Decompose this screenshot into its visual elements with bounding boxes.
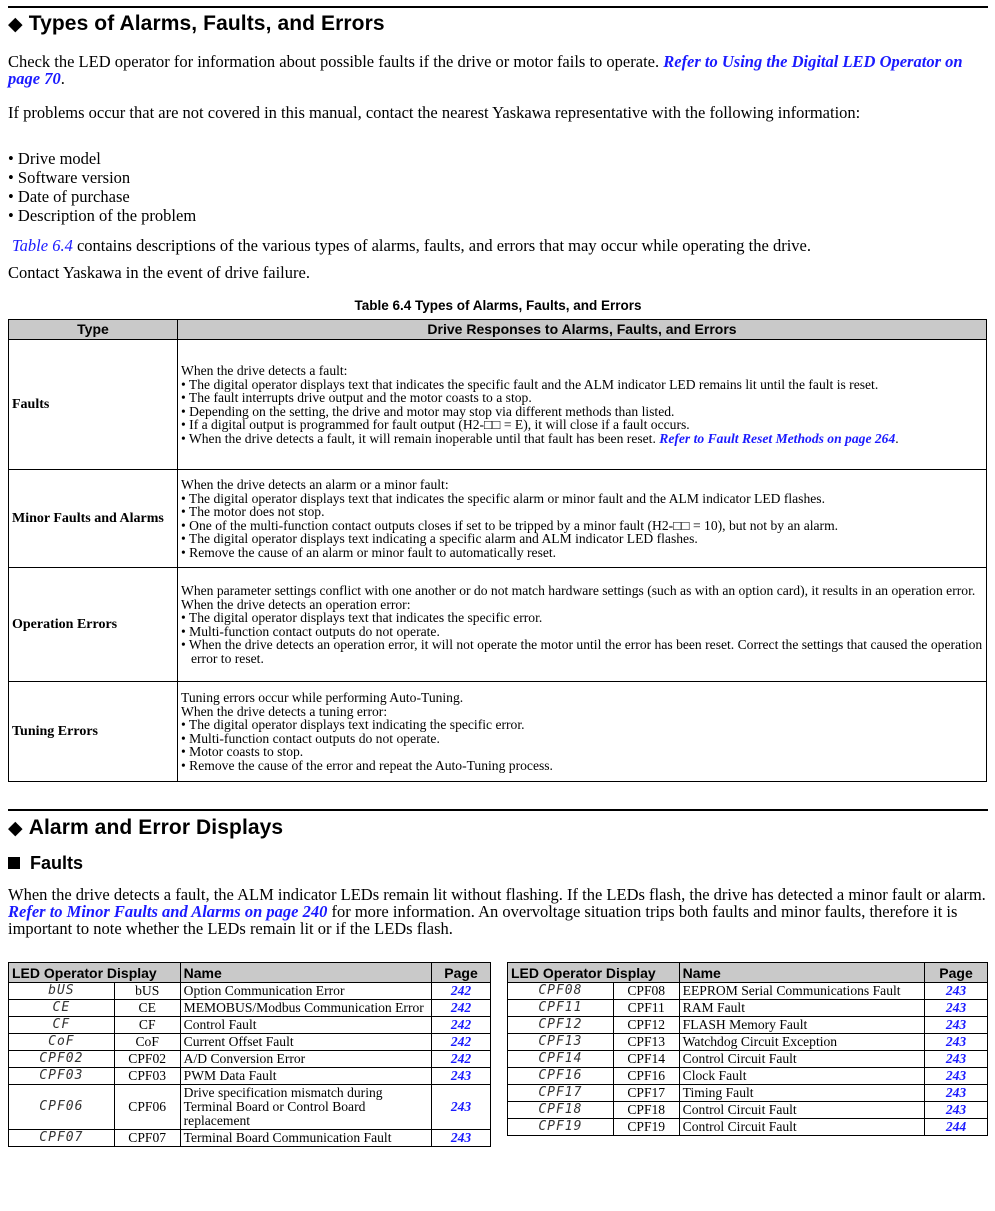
- page-link[interactable]: 244: [925, 1119, 988, 1136]
- fault-name: FLASH Memory Fault: [679, 1017, 924, 1034]
- subsection-heading-faults: [8, 853, 83, 874]
- page-link[interactable]: 243: [925, 983, 988, 1000]
- fault-row: [508, 1017, 988, 1034]
- header-led-display: LED Operator Display: [508, 963, 680, 983]
- fault-row: [508, 983, 988, 1000]
- page-link[interactable]: 243: [925, 1102, 988, 1119]
- fault-code: CPF12: [613, 1017, 679, 1034]
- diamond-bullet-icon: ◆: [8, 14, 23, 35]
- page-link[interactable]: 243: [925, 1034, 988, 1051]
- fault-name: Current Offset Fault: [180, 1034, 431, 1051]
- page-link[interactable]: 243: [432, 1130, 491, 1147]
- led-display-glyph: CPF12: [508, 1017, 614, 1034]
- section-heading-types: [8, 12, 385, 36]
- row-bullet: • When the drive detects an operation error, it will not operate the motor until the error has been reset. Correct the settings that caused the operation error to reset.: [181, 638, 983, 665]
- fault-code: CPF19: [613, 1119, 679, 1136]
- header-page: Page: [925, 963, 988, 983]
- fault-code: CPF13: [613, 1034, 679, 1051]
- fault-row: [508, 1034, 988, 1051]
- row-bullet: • When the drive detects a fault, it will remain inoperable until that fault has been reset. Refer to Fault Reset Methods on page 264.: [181, 432, 983, 446]
- intro-text: Check the LED operator for information about possible faults if the drive or motor fails to operate.: [8, 52, 660, 71]
- link-table-6-4[interactable]: Table 6.4: [12, 236, 73, 255]
- fault-code: bUS: [114, 983, 180, 1000]
- fault-name: A/D Conversion Error: [180, 1051, 431, 1068]
- fault-name: MEMOBUS/Modbus Communication Error: [180, 1000, 431, 1017]
- fault-table-left-body: [9, 983, 491, 1147]
- page-link[interactable]: 242: [432, 1000, 491, 1017]
- row-description: [178, 568, 987, 682]
- row-bullet: • Multi-function contact outputs do not operate.: [181, 625, 983, 639]
- header-led-display: LED Operator Display: [9, 963, 181, 983]
- fault-row: [508, 1068, 988, 1085]
- row-intro: When the drive detects an alarm or a minor fault:: [181, 477, 449, 492]
- fault-code: CPF16: [613, 1068, 679, 1085]
- row-bullet: • Multi-function contact outputs do not operate.: [181, 732, 983, 746]
- led-display-glyph: CPF18: [508, 1102, 614, 1119]
- row-bullet: • Depending on the setting, the drive and motor may stop via different methods than listed.: [181, 405, 983, 419]
- fault-row: [508, 1085, 988, 1102]
- table-header-responses: Drive Responses to Alarms, Faults, and Errors: [178, 320, 987, 340]
- link-led-operator-page70[interactable]: Refer to Using the Digital LED Operator on page 70: [8, 52, 963, 88]
- row-intro: When the drive detects an operation error:: [181, 596, 411, 612]
- section-rule-top: [8, 6, 988, 8]
- row-bullet: • One of the multi-function contact outputs closes if set to be tripped by a minor fault (H2-□□ = 10), but not by an alarm.: [181, 519, 983, 533]
- row-description: [178, 470, 987, 568]
- fault-code: CF: [114, 1017, 180, 1034]
- row-bullet: • The digital operator displays text that indicates the specific fault and the ALM indicator LED remains lit until the fault is reset.: [181, 378, 983, 392]
- fault-row: [9, 1130, 491, 1147]
- row-bullet: • If a digital output is programmed for fault output (H2-□□ = E), it will close if a fault occurs.: [181, 418, 983, 432]
- page-link[interactable]: 242: [432, 1051, 491, 1068]
- led-display-glyph: CoF: [9, 1034, 115, 1051]
- page-link[interactable]: 243: [925, 1017, 988, 1034]
- fault-name: Option Communication Error: [180, 983, 431, 1000]
- led-display-glyph: CPF02: [9, 1051, 115, 1068]
- row-bullet: • The digital operator displays text indicating the specific error.: [181, 718, 983, 732]
- fault-row: [508, 1000, 988, 1017]
- link-minor-faults-page240[interactable]: Refer to Minor Faults and Alarms on page 240: [8, 902, 328, 921]
- row-bullet: • Remove the cause of an alarm or minor fault to automatically reset.: [181, 546, 983, 560]
- page-link[interactable]: 243: [925, 1000, 988, 1017]
- table-row: [9, 682, 987, 782]
- link-fault-reset-page264[interactable]: Refer to Fault Reset Methods on page 264: [659, 430, 896, 446]
- table-caption: Table 6.4 Types of Alarms, Faults, and Errors: [354, 298, 642, 313]
- led-display-glyph: CPF08: [508, 983, 614, 1000]
- fault-code: CPF18: [613, 1102, 679, 1119]
- fault-code: CE: [114, 1000, 180, 1017]
- row-intro: When the drive detects a fault:: [181, 363, 348, 378]
- led-display-glyph: CPF14: [508, 1051, 614, 1068]
- row-description: [178, 682, 987, 782]
- square-bullet-icon: [8, 857, 20, 869]
- row-bullet: • The digital operator displays text indicating a specific alarm and ALM indicator LED flashes.: [181, 532, 983, 546]
- table-row: [9, 470, 987, 568]
- fault-name: Drive specification mismatch during Terminal Board or Control Board replacement: [180, 1085, 431, 1130]
- led-display-glyph: CPF17: [508, 1085, 614, 1102]
- fault-name: Control Circuit Fault: [679, 1051, 924, 1068]
- contact-note: Contact Yaskawa in the event of drive failure.: [8, 263, 310, 282]
- fault-code: CPF07: [114, 1130, 180, 1147]
- row-intro: When the drive detects a tuning error:: [181, 703, 388, 719]
- fault-name: Control Circuit Fault: [679, 1102, 924, 1119]
- fault-name: Control Circuit Fault: [679, 1119, 924, 1136]
- section-title: Types of Alarms, Faults, and Errors: [28, 12, 385, 35]
- alarm-types-table: [8, 319, 987, 782]
- led-display-glyph: CPF13: [508, 1034, 614, 1051]
- fault-table-right: [507, 962, 988, 1136]
- table-ref-paragraph: [12, 237, 992, 254]
- page-link[interactable]: 243: [925, 1051, 988, 1068]
- fault-code: CPF08: [613, 983, 679, 1000]
- fault-name: Timing Fault: [679, 1085, 924, 1102]
- fault-code: CPF17: [613, 1085, 679, 1102]
- section-heading-alarm-displays: [8, 816, 283, 840]
- row-bullet: • The digital operator displays text that indicates the specific alarm or minor fault and the ALM indicator LED flashes.: [181, 492, 983, 506]
- led-display-glyph: CPF06: [9, 1085, 115, 1130]
- fault-row: [9, 1017, 491, 1034]
- fault-table-left: [8, 962, 491, 1147]
- list-item: • Drive model: [8, 149, 196, 168]
- fault-row: [508, 1102, 988, 1119]
- fault-code: CPF11: [613, 1000, 679, 1017]
- table-ref-text: contains descriptions of the various types of alarms, faults, and errors that may occur while operating the drive.: [76, 236, 811, 255]
- fault-name: RAM Fault: [679, 1000, 924, 1017]
- fault-table-right-body: [508, 983, 988, 1136]
- led-display-glyph: CPF19: [508, 1119, 614, 1136]
- fault-row: [9, 1000, 491, 1017]
- table-row: [9, 340, 987, 470]
- row-type: Operation Errors: [9, 568, 178, 682]
- header-name: Name: [679, 963, 924, 983]
- fault-row: [508, 1119, 988, 1136]
- fault-row: [9, 1085, 491, 1130]
- fault-row: [9, 1068, 491, 1085]
- led-display-glyph: CPF16: [508, 1068, 614, 1085]
- table-header-type: Type: [9, 320, 178, 340]
- diamond-bullet-icon: ◆: [8, 818, 23, 839]
- row-description: [178, 340, 987, 470]
- led-display-glyph: CF: [9, 1017, 115, 1034]
- section-rule-alarm: [8, 809, 988, 811]
- fault-name: Terminal Board Communication Fault: [180, 1130, 431, 1147]
- faults-paragraph: [8, 886, 988, 937]
- subsection-title: Faults: [30, 853, 84, 873]
- row-bullet-text: When the drive detects a fault, it will remain inoperable until that fault has been reset.: [188, 430, 656, 446]
- row-bullet: • The fault interrupts drive output and the motor coasts to a stop.: [181, 391, 983, 405]
- fault-name: PWM Data Fault: [180, 1068, 431, 1085]
- row-type: Minor Faults and Alarms: [9, 470, 178, 568]
- fault-code: CPF02: [114, 1051, 180, 1068]
- row-intro: Tuning errors occur while performing Auto-Tuning.: [181, 690, 464, 705]
- fault-name: Watchdog Circuit Exception: [679, 1034, 924, 1051]
- row-intro: When parameter settings conflict with one another or do not match hardware settings (such as with an option card), it results in an operation error.: [181, 583, 976, 598]
- table-row: [9, 568, 987, 682]
- faults-text: for more information. An overvoltage situation trips both faults and minor faults, therefore it is important to note whether the LEDs remain lit or if the LEDs flash.: [8, 902, 958, 938]
- fault-row: [9, 1051, 491, 1068]
- led-display-glyph: bUS: [9, 983, 115, 1000]
- row-bullet: • Motor coasts to stop.: [181, 745, 983, 759]
- row-type: Tuning Errors: [9, 682, 178, 782]
- fault-code: CPF14: [613, 1051, 679, 1068]
- fault-name: Control Fault: [180, 1017, 431, 1034]
- page-link[interactable]: 243: [432, 1068, 491, 1085]
- fault-code: CPF03: [114, 1068, 180, 1085]
- header-page: Page: [432, 963, 491, 983]
- row-bullet: • The motor does not stop.: [181, 505, 983, 519]
- page-link[interactable]: 242: [432, 1017, 491, 1034]
- page-link[interactable]: 243: [432, 1085, 491, 1130]
- row-bullets: [181, 611, 983, 665]
- fault-code: CPF06: [114, 1085, 180, 1130]
- fault-name: EEPROM Serial Communications Fault: [679, 983, 924, 1000]
- fault-code: CoF: [114, 1034, 180, 1051]
- row-bullets: [181, 378, 983, 446]
- list-item: • Software version: [8, 168, 196, 187]
- fault-row: [508, 1051, 988, 1068]
- list-item: • Date of purchase: [8, 187, 196, 206]
- row-bullet: • Remove the cause of the error and repeat the Auto-Tuning process.: [181, 759, 983, 773]
- contact-paragraph: If problems occur that are not covered in this manual, contact the nearest Yaskawa representative with the following information:: [8, 103, 861, 122]
- led-display-glyph: CPF07: [9, 1130, 115, 1147]
- page-link[interactable]: 243: [925, 1068, 988, 1085]
- row-bullets: [181, 718, 983, 772]
- section-title: Alarm and Error Displays: [28, 816, 284, 839]
- page-link[interactable]: 242: [432, 1034, 491, 1051]
- intro-paragraph: Check the LED operator for information about possible faults if the drive or motor fails to operate. Refer to Using the Digital LED Operator on page 70.: [8, 52, 963, 88]
- page-link[interactable]: 242: [432, 983, 491, 1000]
- fault-name: Clock Fault: [679, 1068, 924, 1085]
- row-bullets: [181, 492, 983, 560]
- led-display-glyph: CE: [9, 1000, 115, 1017]
- info-list: [8, 149, 196, 225]
- list-item: • Description of the problem: [8, 206, 196, 225]
- faults-text: When the drive detects a fault, the ALM indicator LEDs remain lit without flashing. If the LEDs flash, the drive has detected a minor fault or alarm.: [8, 885, 986, 904]
- led-display-glyph: CPF03: [9, 1068, 115, 1085]
- page-link[interactable]: 243: [925, 1085, 988, 1102]
- led-display-glyph: CPF11: [508, 1000, 614, 1017]
- fault-row: [9, 983, 491, 1000]
- fault-row: [9, 1034, 491, 1051]
- row-type: Faults: [9, 340, 178, 470]
- header-name: Name: [180, 963, 431, 983]
- row-bullet: • The digital operator displays text that indicates the specific error.: [181, 611, 983, 625]
